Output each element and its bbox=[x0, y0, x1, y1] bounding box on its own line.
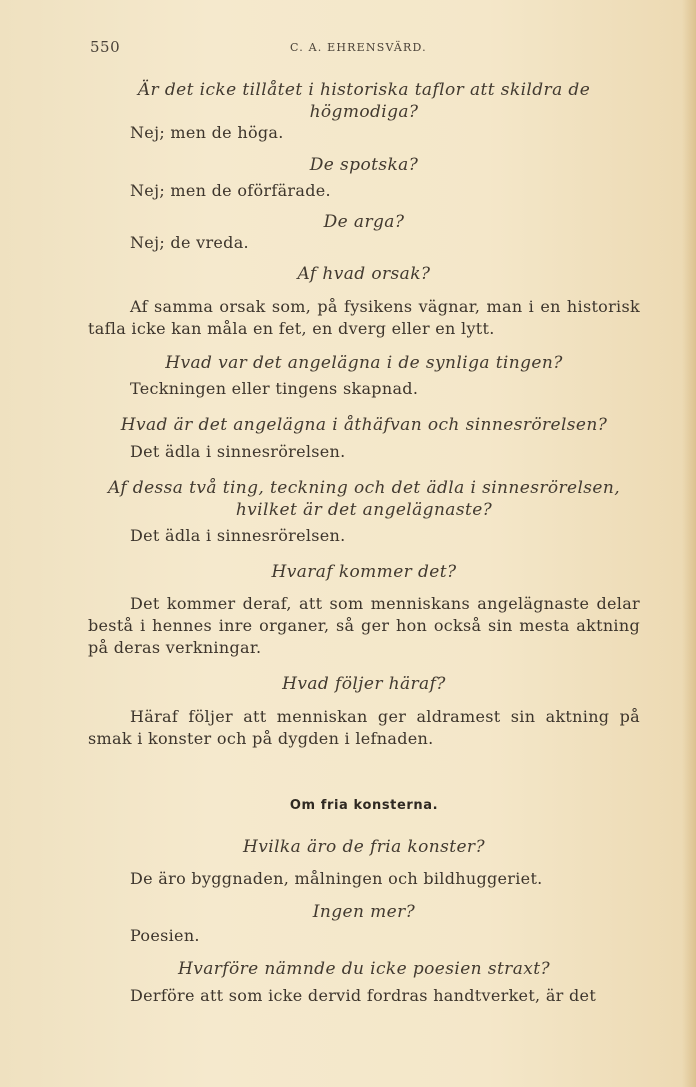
question-3: De arga? bbox=[323, 212, 405, 232]
answer-7: Det ädla i sinnesrörelsen. bbox=[130, 526, 346, 545]
question-2: De spotska? bbox=[309, 155, 419, 175]
section-question-2: Ingen mer? bbox=[312, 902, 416, 922]
answer-1: Nej; men de höga. bbox=[130, 123, 284, 142]
question-7: Af dessa två ting, teckning och det ädla i sinnesrörelsen, hvilket är det angelägnaste? bbox=[107, 478, 621, 520]
answer-5: Teckningen eller tingens skapnad. bbox=[130, 379, 419, 398]
question-8: Hvaraf kommer det? bbox=[271, 562, 457, 582]
answer-3: Nej; de vreda. bbox=[130, 233, 249, 252]
page-edge-shadow bbox=[682, 0, 696, 1087]
question-1: Är det icke tillåtet i historiska taflor att skildra de högmodiga? bbox=[137, 80, 591, 122]
answer-9: Häraf följer att menniskan ger aldramest sin aktning på smak i konster och på dygden i lefnaden. bbox=[88, 707, 640, 748]
page-header bbox=[0, 38, 696, 58]
question-4: Af hvad orsak? bbox=[297, 264, 431, 284]
section-answer-3: Derföre att som icke dervid fordras handtverket, är det bbox=[130, 986, 597, 1005]
answer-6: Det ädla i sinnesrörelsen. bbox=[130, 442, 346, 461]
question-5: Hvad var det angelägna i de synliga tingen? bbox=[165, 353, 563, 373]
section-question-1: Hvilka äro de fria konster? bbox=[243, 837, 485, 857]
section-title: Om fria konsterna. bbox=[289, 798, 439, 813]
page-number: 550 bbox=[90, 38, 121, 56]
question-6: Hvad är det angelägna i åthäfvan och sinnesrörelsen? bbox=[120, 415, 608, 435]
section-question-3: Hvarföre nämnde du icke poesien straxt? bbox=[178, 959, 550, 979]
question-9: Hvad följer häraf? bbox=[282, 674, 446, 694]
answer-2: Nej; men de oförfärade. bbox=[130, 181, 331, 200]
running-head: C. A. EHRENSVÄRD. bbox=[290, 41, 427, 54]
section-answer-1: De äro byggnaden, målningen och bildhuggeriet. bbox=[130, 869, 543, 888]
answer-4: Af samma orsak som, på fysikens vägnar, man i en historisk tafla icke kan måla en fet, en dverg eller en lytt. bbox=[88, 297, 640, 338]
section-answer-2: Poesien. bbox=[130, 926, 200, 945]
answer-8: Det kommer deraf, att som menniskans angelägnaste delar bestå i hennes inre organer, så ger hon också sin mesta aktning på deras verkningar. bbox=[88, 594, 640, 657]
